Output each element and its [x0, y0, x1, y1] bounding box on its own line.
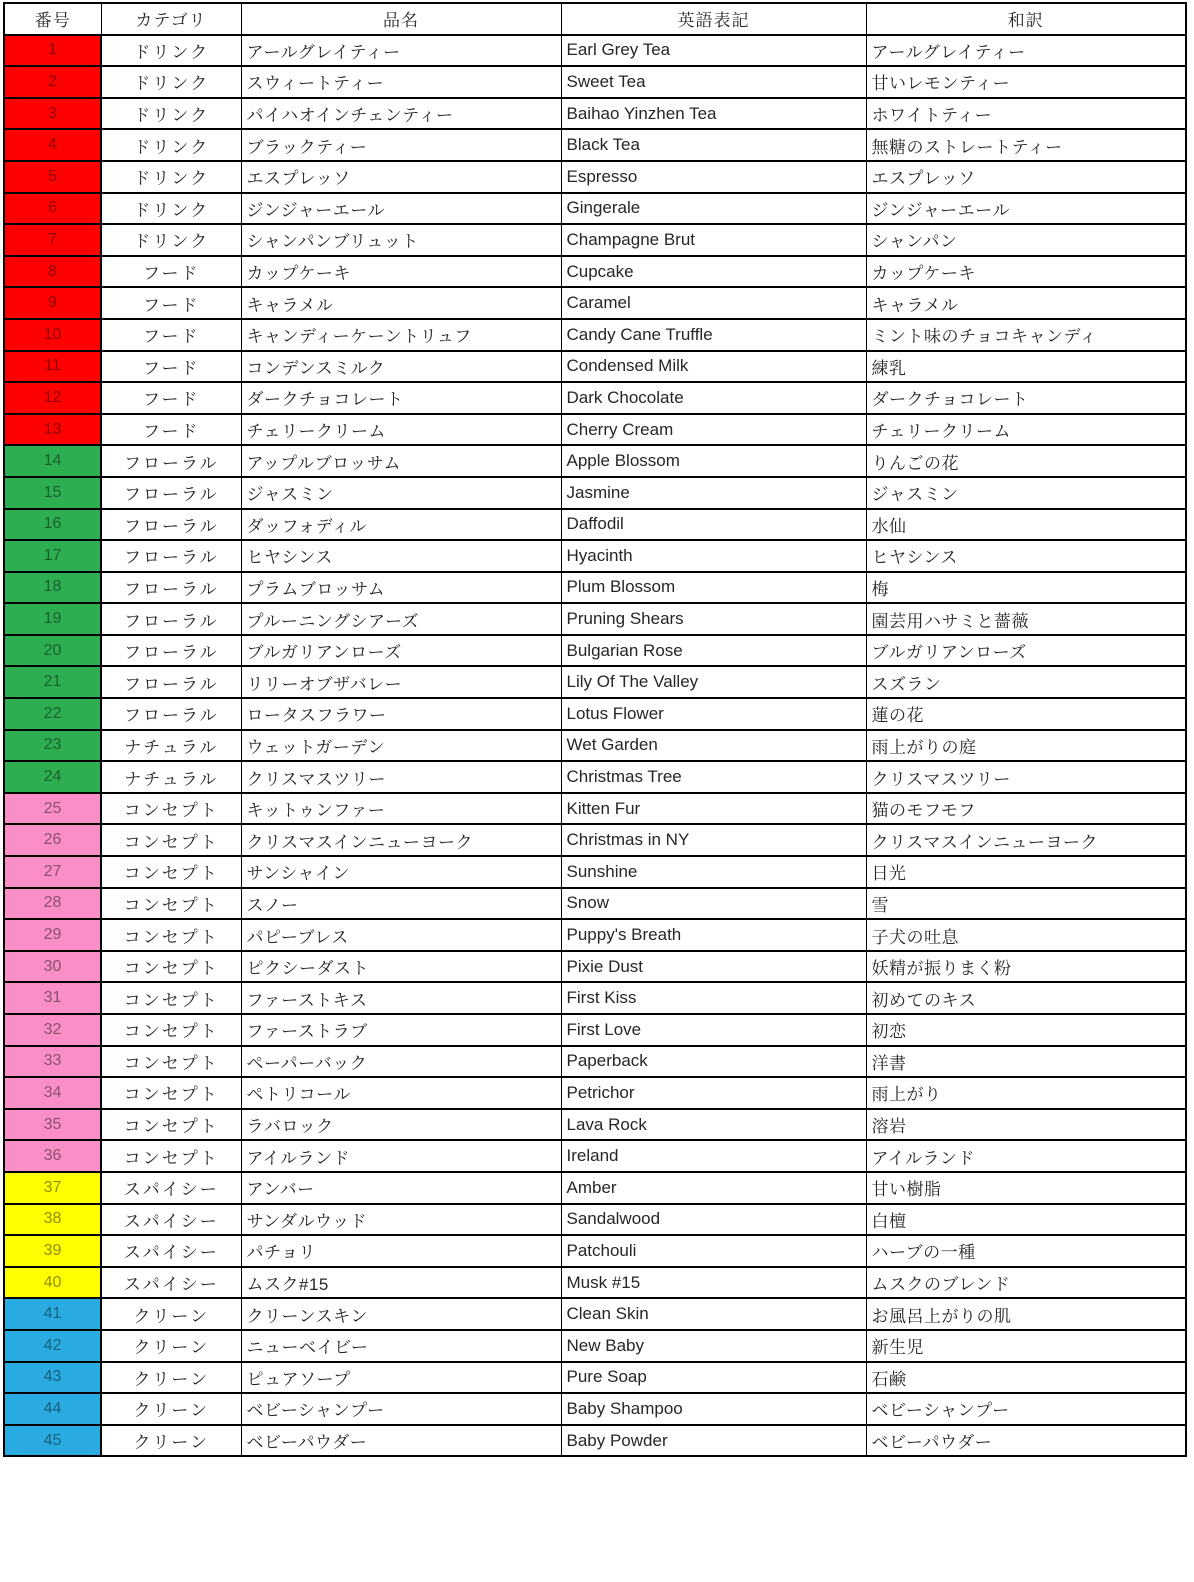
english-cell: Candy Cane Truffle	[561, 319, 866, 351]
name-cell: カップケーキ	[241, 256, 561, 288]
english-cell: Gingerale	[561, 193, 866, 225]
english-cell: Baihao Yinzhen Tea	[561, 98, 866, 130]
name-cell: パイハオインチェンティー	[241, 98, 561, 130]
table-row	[4, 540, 1186, 572]
english-cell: Baby Powder	[561, 1425, 866, 1457]
name-cell: ラバロック	[241, 1109, 561, 1141]
english-cell: Espresso	[561, 161, 866, 193]
number-cell: 29	[4, 919, 101, 951]
english-cell: Amber	[561, 1172, 866, 1204]
translation-cell: 雪	[866, 888, 1186, 920]
english-cell: Sunshine	[561, 856, 866, 888]
table-row	[4, 445, 1186, 477]
number-cell: 3	[4, 98, 101, 130]
english-cell: Kitten Fur	[561, 793, 866, 825]
translation-cell: 水仙	[866, 509, 1186, 541]
english-cell: Black Tea	[561, 129, 866, 161]
category-cell: コンセプト	[101, 888, 241, 920]
header-number: 番号	[4, 3, 101, 35]
translation-cell: お風呂上がりの肌	[866, 1298, 1186, 1330]
name-cell: アップルブロッサム	[241, 445, 561, 477]
category-cell: フローラル	[101, 540, 241, 572]
english-cell: Snow	[561, 888, 866, 920]
table-row	[4, 256, 1186, 288]
translation-cell: アールグレイティー	[866, 35, 1186, 67]
name-cell: サンシャイン	[241, 856, 561, 888]
category-cell: スパイシー	[101, 1235, 241, 1267]
category-cell: ドリンク	[101, 224, 241, 256]
number-cell: 18	[4, 572, 101, 604]
name-cell: クリスマスインニューヨーク	[241, 824, 561, 856]
translation-cell: ベビーパウダー	[866, 1425, 1186, 1457]
english-cell: Patchouli	[561, 1235, 866, 1267]
table-row	[4, 224, 1186, 256]
translation-cell: ジンジャーエール	[866, 193, 1186, 225]
table-row	[4, 856, 1186, 888]
table-row	[4, 1298, 1186, 1330]
translation-cell: 妖精が振りまく粉	[866, 951, 1186, 983]
category-cell: スパイシー	[101, 1172, 241, 1204]
number-cell: 26	[4, 824, 101, 856]
name-cell: ベビーパウダー	[241, 1425, 561, 1457]
table-row	[4, 1172, 1186, 1204]
english-cell: Daffodil	[561, 509, 866, 541]
name-cell: コンデンスミルク	[241, 351, 561, 383]
table-row	[4, 730, 1186, 762]
name-cell: アンバー	[241, 1172, 561, 1204]
name-cell: アイルランド	[241, 1140, 561, 1172]
translation-cell: 園芸用ハサミと薔薇	[866, 603, 1186, 635]
number-cell: 36	[4, 1140, 101, 1172]
table-row	[4, 698, 1186, 730]
english-cell: Pure Soap	[561, 1362, 866, 1394]
number-cell: 17	[4, 540, 101, 572]
table-row	[4, 35, 1186, 67]
translation-cell: 白檀	[866, 1204, 1186, 1236]
english-cell: Lotus Flower	[561, 698, 866, 730]
number-cell: 14	[4, 445, 101, 477]
category-cell: ドリンク	[101, 161, 241, 193]
header-category: カテゴリ	[101, 3, 241, 35]
category-cell: コンセプト	[101, 793, 241, 825]
table-row	[4, 1109, 1186, 1141]
translation-cell: 洋書	[866, 1046, 1186, 1078]
number-cell: 19	[4, 603, 101, 635]
category-cell: クリーン	[101, 1298, 241, 1330]
table-row	[4, 1140, 1186, 1172]
category-cell: フローラル	[101, 698, 241, 730]
number-cell: 16	[4, 509, 101, 541]
translation-cell: 蓮の花	[866, 698, 1186, 730]
table-row	[4, 666, 1186, 698]
table-row	[4, 951, 1186, 983]
table-row	[4, 1330, 1186, 1362]
number-cell: 12	[4, 382, 101, 414]
name-cell: ロータスフラワー	[241, 698, 561, 730]
category-cell: ドリンク	[101, 129, 241, 161]
category-cell: フローラル	[101, 666, 241, 698]
name-cell: ピクシーダスト	[241, 951, 561, 983]
english-cell: Baby Shampoo	[561, 1393, 866, 1425]
translation-cell: ハーブの一種	[866, 1235, 1186, 1267]
english-cell: Ireland	[561, 1140, 866, 1172]
number-cell: 1	[4, 35, 101, 67]
number-cell: 7	[4, 224, 101, 256]
name-cell: クリスマスツリー	[241, 761, 561, 793]
table-row	[4, 351, 1186, 383]
table-row	[4, 193, 1186, 225]
number-cell: 32	[4, 1014, 101, 1046]
table-row	[4, 319, 1186, 351]
category-cell: ナチュラル	[101, 730, 241, 762]
english-cell: Christmas in NY	[561, 824, 866, 856]
table-row	[4, 603, 1186, 635]
category-cell: クリーン	[101, 1330, 241, 1362]
name-cell: ベビーシャンプー	[241, 1393, 561, 1425]
translation-cell: 子犬の吐息	[866, 919, 1186, 951]
table-row	[4, 509, 1186, 541]
english-cell: Plum Blossom	[561, 572, 866, 604]
number-cell: 27	[4, 856, 101, 888]
english-cell: Earl Grey Tea	[561, 35, 866, 67]
translation-cell: ブルガリアンローズ	[866, 635, 1186, 667]
translation-cell: チェリークリーム	[866, 414, 1186, 446]
translation-cell: りんごの花	[866, 445, 1186, 477]
number-cell: 34	[4, 1077, 101, 1109]
header-translation: 和訳	[866, 3, 1186, 35]
name-cell: キャラメル	[241, 287, 561, 319]
translation-cell: 無糖のストレートティー	[866, 129, 1186, 161]
category-cell: フード	[101, 351, 241, 383]
table-row	[4, 761, 1186, 793]
number-cell: 5	[4, 161, 101, 193]
translation-cell: アイルランド	[866, 1140, 1186, 1172]
english-cell: Pixie Dust	[561, 951, 866, 983]
number-cell: 13	[4, 414, 101, 446]
table-row	[4, 414, 1186, 446]
number-cell: 38	[4, 1204, 101, 1236]
number-cell: 30	[4, 951, 101, 983]
name-cell: プラムブロッサム	[241, 572, 561, 604]
product-table	[3, 2, 1187, 1457]
translation-cell: スズラン	[866, 666, 1186, 698]
english-cell: Lily Of The Valley	[561, 666, 866, 698]
name-cell: ペーパーバック	[241, 1046, 561, 1078]
category-cell: クリーン	[101, 1362, 241, 1394]
category-cell: コンセプト	[101, 1046, 241, 1078]
name-cell: ブルガリアンローズ	[241, 635, 561, 667]
category-cell: コンセプト	[101, 1077, 241, 1109]
translation-cell: 猫のモフモフ	[866, 793, 1186, 825]
name-cell: ニューベイビー	[241, 1330, 561, 1362]
translation-cell: キャラメル	[866, 287, 1186, 319]
number-cell: 35	[4, 1109, 101, 1141]
number-cell: 20	[4, 635, 101, 667]
name-cell: ジャスミン	[241, 477, 561, 509]
translation-cell: シャンパン	[866, 224, 1186, 256]
name-cell: クリーンスキン	[241, 1298, 561, 1330]
name-cell: キットゥンファー	[241, 793, 561, 825]
category-cell: フード	[101, 319, 241, 351]
category-cell: コンセプト	[101, 951, 241, 983]
name-cell: ファーストキス	[241, 982, 561, 1014]
category-cell: ドリンク	[101, 98, 241, 130]
number-cell: 9	[4, 287, 101, 319]
english-cell: Musk #15	[561, 1267, 866, 1299]
table-row	[4, 1077, 1186, 1109]
name-cell: パチョリ	[241, 1235, 561, 1267]
english-cell: Paperback	[561, 1046, 866, 1078]
table-row	[4, 161, 1186, 193]
table-row	[4, 382, 1186, 414]
category-cell: コンセプト	[101, 1109, 241, 1141]
table-row	[4, 1204, 1186, 1236]
category-cell: フローラル	[101, 572, 241, 604]
category-cell: クリーン	[101, 1425, 241, 1457]
name-cell: ムスク#15	[241, 1267, 561, 1299]
name-cell: ペトリコール	[241, 1077, 561, 1109]
english-cell: Dark Chocolate	[561, 382, 866, 414]
name-cell: プルーニングシアーズ	[241, 603, 561, 635]
number-cell: 40	[4, 1267, 101, 1299]
english-cell: Sandalwood	[561, 1204, 866, 1236]
name-cell: キャンディーケーントリュフ	[241, 319, 561, 351]
category-cell: スパイシー	[101, 1204, 241, 1236]
english-cell: Wet Garden	[561, 730, 866, 762]
number-cell: 33	[4, 1046, 101, 1078]
english-cell: Petrichor	[561, 1077, 866, 1109]
english-cell: Jasmine	[561, 477, 866, 509]
category-cell: コンセプト	[101, 1140, 241, 1172]
number-cell: 22	[4, 698, 101, 730]
translation-cell: ムスクのブレンド	[866, 1267, 1186, 1299]
category-cell: ドリンク	[101, 193, 241, 225]
table-row	[4, 1393, 1186, 1425]
category-cell: ドリンク	[101, 35, 241, 67]
english-cell: First Love	[561, 1014, 866, 1046]
english-cell: Hyacinth	[561, 540, 866, 572]
category-cell: クリーン	[101, 1393, 241, 1425]
name-cell: リリーオブザバレー	[241, 666, 561, 698]
category-cell: フローラル	[101, 509, 241, 541]
translation-cell: 初めてのキス	[866, 982, 1186, 1014]
english-cell: Cherry Cream	[561, 414, 866, 446]
table-row	[4, 66, 1186, 98]
name-cell: ジンジャーエール	[241, 193, 561, 225]
number-cell: 44	[4, 1393, 101, 1425]
number-cell: 10	[4, 319, 101, 351]
table-row	[4, 1046, 1186, 1078]
number-cell: 23	[4, 730, 101, 762]
number-cell: 42	[4, 1330, 101, 1362]
name-cell: チェリークリーム	[241, 414, 561, 446]
number-cell: 2	[4, 66, 101, 98]
translation-cell: ホワイトティー	[866, 98, 1186, 130]
table-row	[4, 982, 1186, 1014]
name-cell: ピュアソープ	[241, 1362, 561, 1394]
category-cell: フローラル	[101, 603, 241, 635]
category-cell: コンセプト	[101, 919, 241, 951]
table-header	[4, 3, 1186, 35]
name-cell: ダッフォディル	[241, 509, 561, 541]
table-row	[4, 477, 1186, 509]
number-cell: 6	[4, 193, 101, 225]
english-cell: Caramel	[561, 287, 866, 319]
category-cell: コンセプト	[101, 982, 241, 1014]
category-cell: コンセプト	[101, 1014, 241, 1046]
table-row	[4, 287, 1186, 319]
category-cell: フローラル	[101, 445, 241, 477]
name-cell: アールグレイティー	[241, 35, 561, 67]
number-cell: 41	[4, 1298, 101, 1330]
translation-cell: 初恋	[866, 1014, 1186, 1046]
english-cell: Christmas Tree	[561, 761, 866, 793]
name-cell: スノー	[241, 888, 561, 920]
category-cell: ナチュラル	[101, 761, 241, 793]
table-row	[4, 635, 1186, 667]
translation-cell: 雨上がりの庭	[866, 730, 1186, 762]
number-cell: 21	[4, 666, 101, 698]
table-body	[4, 35, 1186, 1457]
category-cell: ドリンク	[101, 66, 241, 98]
name-cell: ファーストラブ	[241, 1014, 561, 1046]
category-cell: フード	[101, 287, 241, 319]
category-cell: スパイシー	[101, 1267, 241, 1299]
translation-cell: 溶岩	[866, 1109, 1186, 1141]
translation-cell: ベビーシャンプー	[866, 1393, 1186, 1425]
name-cell: シャンパンブリュット	[241, 224, 561, 256]
translation-cell: 練乳	[866, 351, 1186, 383]
table-row	[4, 572, 1186, 604]
english-cell: Sweet Tea	[561, 66, 866, 98]
number-cell: 11	[4, 351, 101, 383]
table-row	[4, 129, 1186, 161]
table-row	[4, 793, 1186, 825]
header-row	[4, 3, 1186, 35]
table-row	[4, 1235, 1186, 1267]
translation-cell: 新生児	[866, 1330, 1186, 1362]
translation-cell: ヒヤシンス	[866, 540, 1186, 572]
english-cell: Lava Rock	[561, 1109, 866, 1141]
category-cell: コンセプト	[101, 824, 241, 856]
translation-cell: 石鹸	[866, 1362, 1186, 1394]
translation-cell: ダークチョコレート	[866, 382, 1186, 414]
name-cell: サンダルウッド	[241, 1204, 561, 1236]
category-cell: フード	[101, 256, 241, 288]
number-cell: 37	[4, 1172, 101, 1204]
category-cell: フローラル	[101, 477, 241, 509]
translation-cell: クリスマスツリー	[866, 761, 1186, 793]
translation-cell: カップケーキ	[866, 256, 1186, 288]
name-cell: ブラックティー	[241, 129, 561, 161]
translation-cell: 日光	[866, 856, 1186, 888]
english-cell: Champagne Brut	[561, 224, 866, 256]
number-cell: 43	[4, 1362, 101, 1394]
translation-cell: 梅	[866, 572, 1186, 604]
number-cell: 45	[4, 1425, 101, 1457]
number-cell: 4	[4, 129, 101, 161]
category-cell: コンセプト	[101, 856, 241, 888]
translation-cell: クリスマスインニューヨーク	[866, 824, 1186, 856]
english-cell: Pruning Shears	[561, 603, 866, 635]
english-cell: Puppy's Breath	[561, 919, 866, 951]
english-cell: First Kiss	[561, 982, 866, 1014]
number-cell: 25	[4, 793, 101, 825]
number-cell: 39	[4, 1235, 101, 1267]
table-row	[4, 888, 1186, 920]
english-cell: Clean Skin	[561, 1298, 866, 1330]
table-row	[4, 1014, 1186, 1046]
english-cell: Apple Blossom	[561, 445, 866, 477]
translation-cell: 甘いレモンティー	[866, 66, 1186, 98]
english-cell: Bulgarian Rose	[561, 635, 866, 667]
header-name: 品名	[241, 3, 561, 35]
category-cell: フローラル	[101, 635, 241, 667]
table-row	[4, 919, 1186, 951]
translation-cell: 甘い樹脂	[866, 1172, 1186, 1204]
name-cell: パピーブレス	[241, 919, 561, 951]
name-cell: ヒヤシンス	[241, 540, 561, 572]
number-cell: 28	[4, 888, 101, 920]
table-row	[4, 824, 1186, 856]
header-english: 英語表記	[561, 3, 866, 35]
table-row	[4, 1425, 1186, 1457]
table-row	[4, 1362, 1186, 1394]
category-cell: フード	[101, 414, 241, 446]
number-cell: 24	[4, 761, 101, 793]
translation-cell: ミント味のチョコキャンディ	[866, 319, 1186, 351]
translation-cell: ジャスミン	[866, 477, 1186, 509]
english-cell: Condensed Milk	[561, 351, 866, 383]
name-cell: スウィートティー	[241, 66, 561, 98]
table-row	[4, 1267, 1186, 1299]
translation-cell: 雨上がり	[866, 1077, 1186, 1109]
number-cell: 31	[4, 982, 101, 1014]
number-cell: 8	[4, 256, 101, 288]
translation-cell: エスプレッソ	[866, 161, 1186, 193]
english-cell: New Baby	[561, 1330, 866, 1362]
name-cell: ダークチョコレート	[241, 382, 561, 414]
name-cell: エスプレッソ	[241, 161, 561, 193]
english-cell: Cupcake	[561, 256, 866, 288]
table-row	[4, 98, 1186, 130]
name-cell: ウェットガーデン	[241, 730, 561, 762]
number-cell: 15	[4, 477, 101, 509]
category-cell: フード	[101, 382, 241, 414]
